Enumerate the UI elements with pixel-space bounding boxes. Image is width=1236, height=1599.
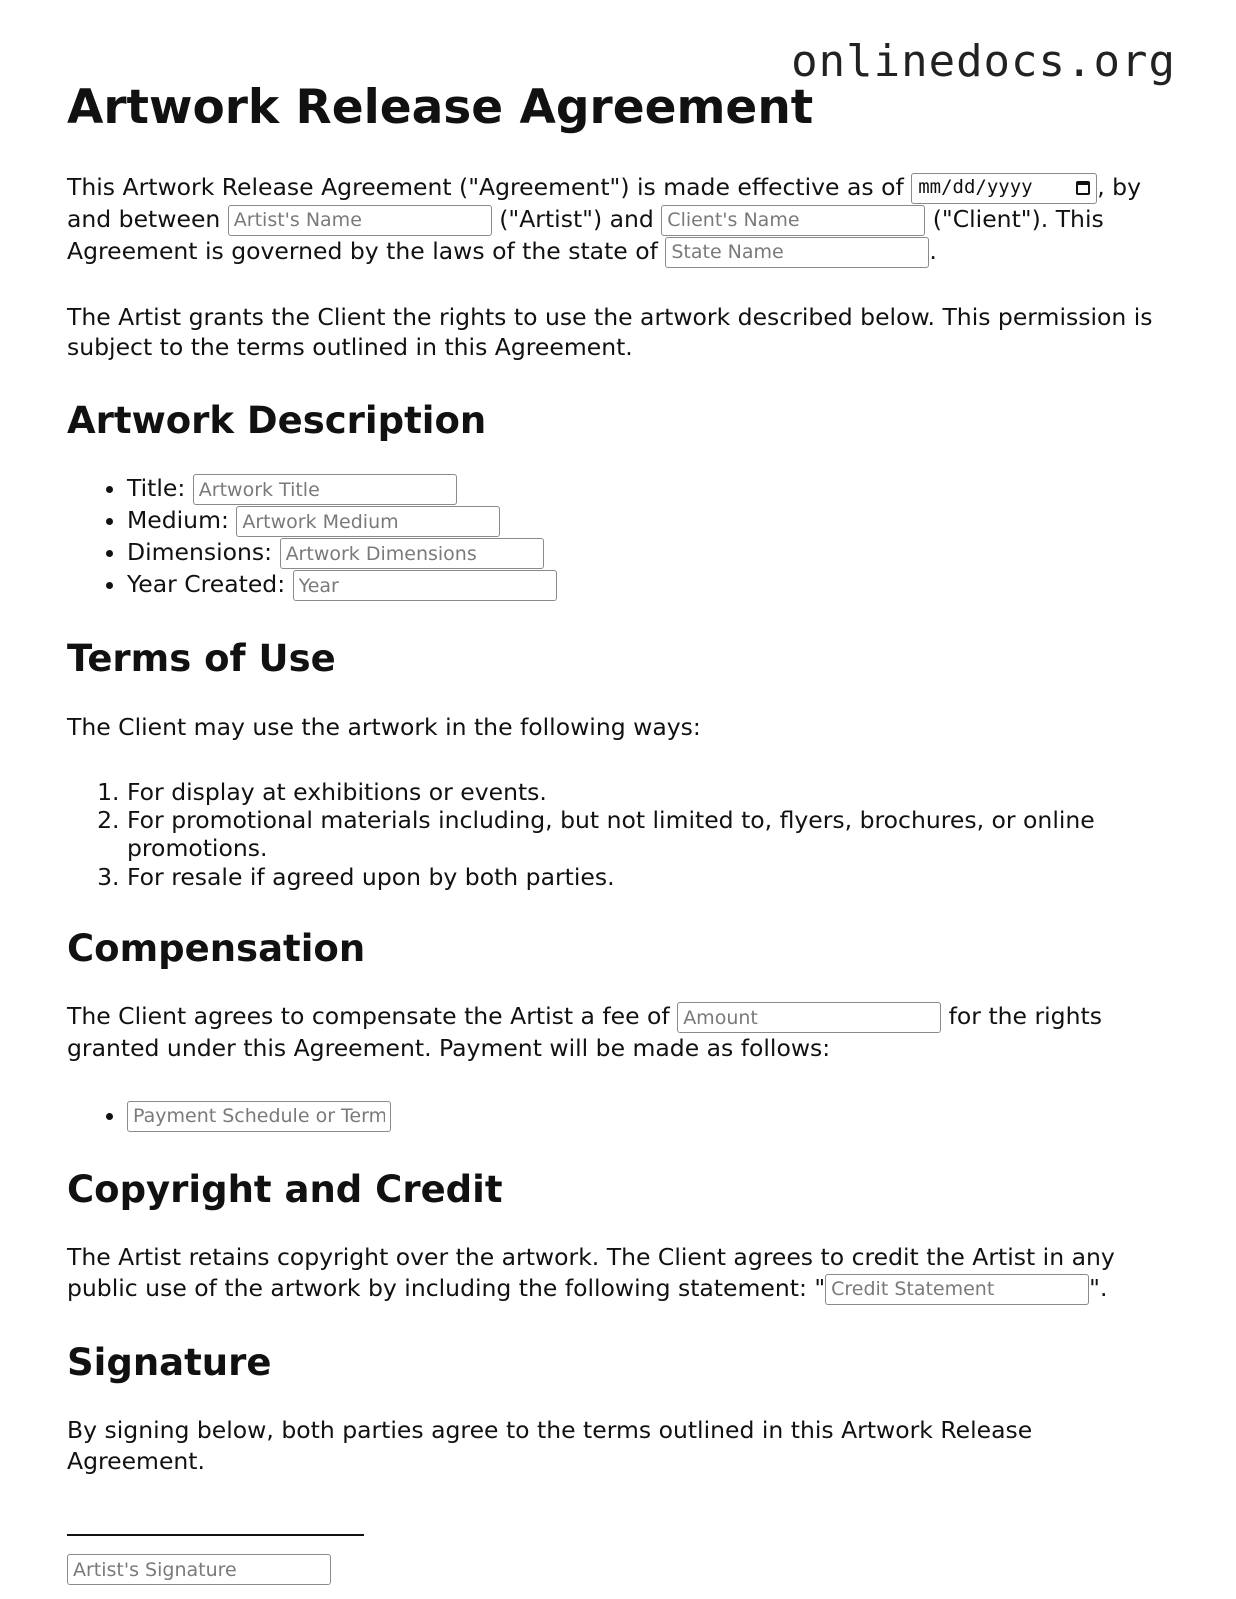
medium-label: Medium: bbox=[127, 506, 229, 535]
year-created-input[interactable] bbox=[293, 570, 557, 601]
terms-lead: The Client may use the artwork in the following ways: bbox=[67, 712, 701, 741]
artwork-dimensions-input[interactable] bbox=[280, 538, 544, 569]
watermark: onlinedocs.org bbox=[791, 36, 1176, 87]
client-name-input[interactable] bbox=[661, 205, 925, 236]
artwork-list bbox=[67, 473, 1172, 601]
artwork-title-input[interactable] bbox=[193, 474, 457, 505]
list-item bbox=[127, 569, 1172, 601]
document bbox=[67, 82, 1172, 1585]
list-item: 2. For promotional materials including, but not limited to, flyers, brochures, or online promotions. bbox=[127, 806, 1172, 862]
compensation-text-2: for the rights granted under this Agreement. Payment will be made as follows: bbox=[67, 1002, 1102, 1063]
date-placeholder: mm/dd/yyyy bbox=[918, 176, 1033, 199]
intro-text-5: . bbox=[929, 236, 937, 265]
intro-paragraph bbox=[67, 172, 1172, 268]
list-item bbox=[127, 473, 1172, 505]
payment-list bbox=[67, 1100, 1172, 1132]
artwork-medium-input[interactable] bbox=[236, 506, 500, 537]
compensation-text-1: The Client agrees to compensate the Artist a fee of bbox=[67, 1002, 678, 1031]
terms-list bbox=[67, 778, 1172, 891]
list-item: 1. For display at exhibitions or events. bbox=[127, 778, 1172, 806]
copyright-text-1: The Artist retains copyright over the artwork. The Client agrees to credit the Artist in any public use of the artwork by including the following statement: " bbox=[67, 1243, 1115, 1302]
copyright-paragraph bbox=[67, 1242, 1172, 1305]
list-item bbox=[127, 1100, 1172, 1132]
intro-text-4: ("Client"). This Agreement is governed by the laws of the state of bbox=[67, 204, 1104, 265]
intro-text-2: , by and between bbox=[67, 172, 1141, 233]
state-name-input[interactable] bbox=[665, 237, 929, 268]
compensation-paragraph bbox=[67, 1001, 1172, 1064]
artist-signature-input[interactable] bbox=[67, 1554, 331, 1585]
signature-line bbox=[67, 1534, 364, 1536]
compensation-heading: Compensation bbox=[67, 926, 366, 970]
dimensions-label: Dimensions: bbox=[127, 538, 273, 567]
signature-heading: Signature bbox=[67, 1340, 272, 1384]
effective-date-input[interactable] bbox=[911, 173, 1097, 204]
artwork-heading: Artwork Description bbox=[67, 398, 487, 442]
intro-text-3: ("Artist") and bbox=[491, 204, 662, 233]
payment-schedule-input[interactable] bbox=[127, 1101, 391, 1132]
credit-statement-input[interactable] bbox=[825, 1274, 1089, 1305]
signature-paragraph: By signing below, both parties agree to the terms outlined in this Artwork Release Agreement. bbox=[67, 1416, 1033, 1475]
copyright-text-2: ". bbox=[1089, 1273, 1108, 1302]
year-label: Year Created: bbox=[127, 570, 286, 599]
amount-input[interactable] bbox=[677, 1002, 941, 1033]
title-label: Title: bbox=[127, 474, 186, 503]
calendar-icon[interactable] bbox=[1076, 181, 1090, 195]
list-item bbox=[127, 505, 1172, 537]
artist-name-input[interactable] bbox=[228, 205, 492, 236]
terms-heading: Terms of Use bbox=[67, 637, 336, 681]
list-item: 3. For resale if agreed upon by both parties. bbox=[127, 863, 1172, 891]
page-title: Artwork Release Agreement bbox=[67, 80, 814, 135]
grant-paragraph: The Artist grants the Client the rights to use the artwork described below. This permission is subject to the terms outlined in this Agreement. bbox=[67, 302, 1153, 362]
copyright-heading: Copyright and Credit bbox=[67, 1167, 503, 1211]
intro-text-1: This Artwork Release Agreement ("Agreement") is made effective as of bbox=[67, 172, 912, 201]
list-item bbox=[127, 537, 1172, 569]
